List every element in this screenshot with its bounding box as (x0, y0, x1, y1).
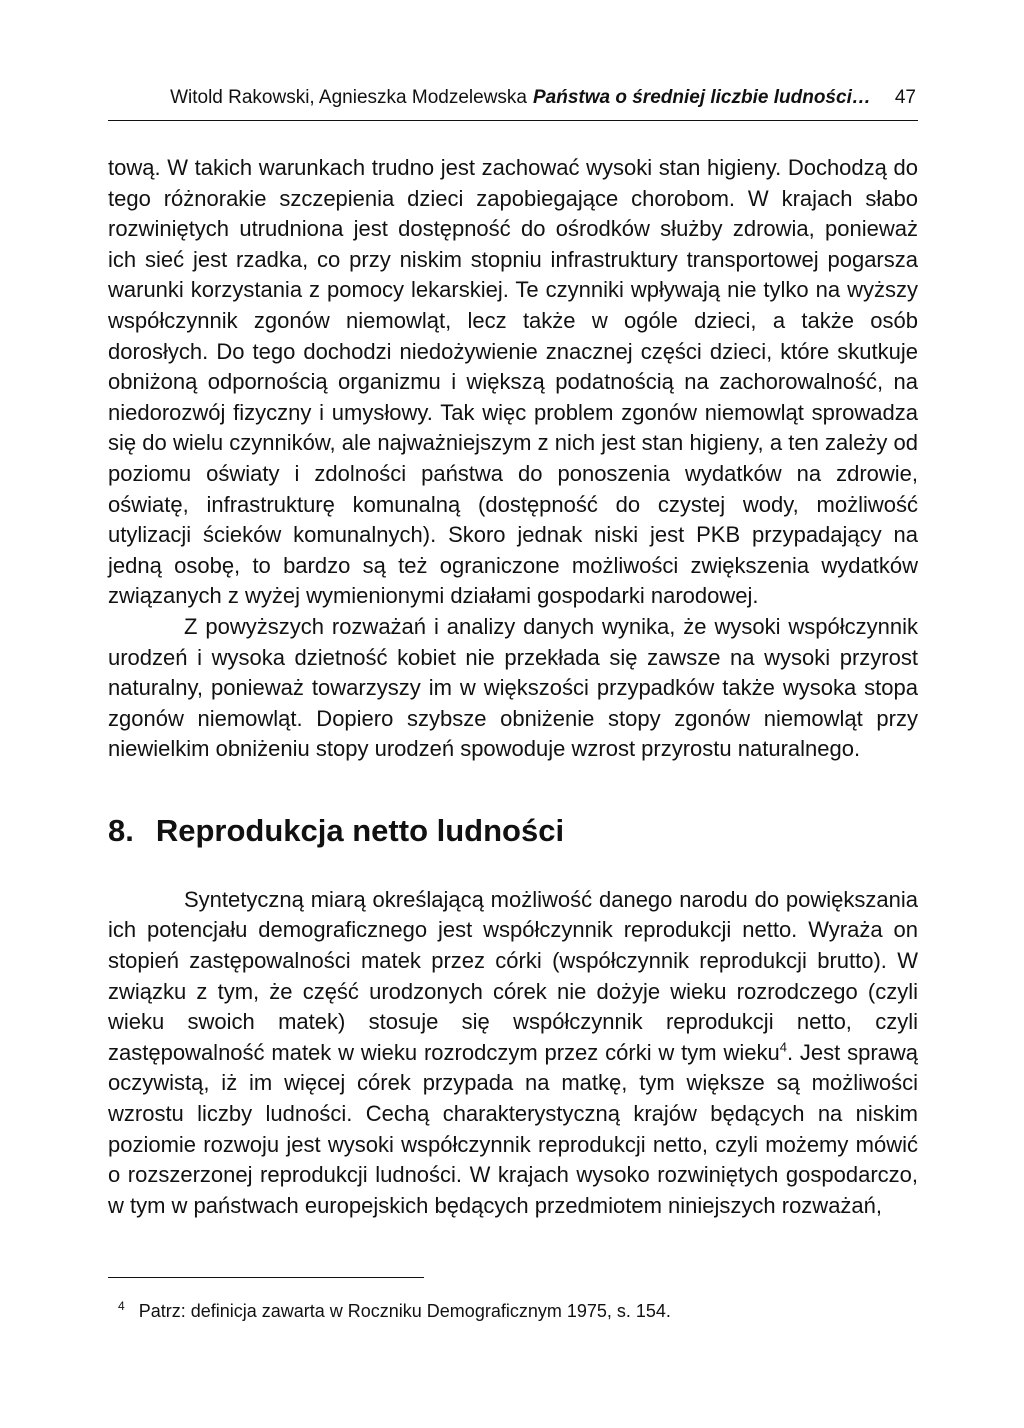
footnote (118, 1293, 671, 1324)
paragraph-3-text-b: . Jest sprawą oczywistą, iż im więcej córek przypada na matkę, tym większe są możliwości wzrostu liczby ludności. Cechą charakterystyczną krajów będących na niskim poziomie rozwoju jest wysoki współczynnik reprodukcji netto, czyli możemy mówić o rozszerzonej reprodukcji ludności. W krajach wysoko rozwiniętych gospodarczo, w tym w państwach europejskich będących przedmiotem niniejszych rozważań, (108, 1039, 919, 1218)
section-number: 8. (108, 812, 134, 848)
header-authors: Witold Rakowski, Agnieszka Modzelewska (170, 87, 527, 108)
page-body (108, 84, 918, 1221)
footnote-text: Patrz: definicja zawarta w Roczniku Demograficznym 1975, s. 154. (138, 1301, 671, 1321)
running-header (108, 84, 918, 121)
footnote-reference: 4 (779, 1039, 787, 1055)
header-title: Państwa o średniej liczbie ludności… (532, 87, 871, 108)
footnote-divider (108, 1277, 424, 1278)
paragraph-1: tową. W takich warunkach trudno jest zachować wysoki stan higieny. Dochodzą do tego różnorakie szczepienia dzieci zapobiegające chorobom. W krajach słabo rozwiniętych utrudniona jest dostępność do ośrodków służby zdrowia, ponieważ ich sieć jest rzadka, co przy niskim stopniu infrastruktury transportowej pogarsza warunki korzystania z pomocy lekarskiej. Te czynniki wpływają nie tylko na wyższy współczynnik zgonów niemowląt, lecz także w ogóle dzieci, a także osób dorosłych. Do tego dochodzi niedożywienie znacznej części dzieci, które skutkuje obniżoną odpornością organizmu i większą podatnością na zachorowalność, na niedorozwój fizyczny i umysłowy. Tak więc problem zgonów niemowląt sprowadza się do wielu czynników, ale najważniejszym z nich jest stan higieny, a ten zależy od poziomu oświaty i zdolności państwa do ponoszenia wydatków na zdrowie, oświatę, infrastrukturę komunalną (dostępność do czystej wody, możliwość utylizacji ścieków komunalnych). Skoro jednak niski jest PKB przypadający na jedną osobę, to bardzo są też ograniczone możliwości zwiększenia wydatków związanych z wyżej wymienionymi działami gospodarki narodowej. (108, 155, 918, 609)
paragraph-3 (108, 885, 918, 1222)
paragraph-3-text-a: Syntetyczną miarą określającą możliwość danego narodu do powiększania ich potencjału demograficznego jest współczynnik reprodukcji netto. Wyraża on stopień zastępowalności matek przez córki (współczynnik reprodukcji brutto). W związku z tym, że część urodzonych córek nie dożyje wieku rozrodczego (czyli wieku swoich matek) stosuje się współczynnik reprodukcji netto, czyli zastępowalność matek w wieku rozrodczym przez córki w tym wieku (108, 886, 918, 1065)
paragraph-2: Z powyższych rozważań i analizy danych wynika, że wysoki współczynnik urodzeń i wysoka dzietność kobiet nie przekłada się zawsze na wysoki przyrost naturalny, ponieważ towarzyszy im w większości przypadków także wysoka stopa zgonów niemowląt. Dopiero szybsze obniżenie stopy zgonów niemowląt przy niewielkim obniżeniu stopy urodzeń spowoduje wzrost przyrostu naturalnego. (108, 613, 918, 762)
section-heading (108, 811, 918, 851)
page-number: 47 (894, 87, 916, 108)
section-title: Reprodukcja netto ludności (155, 812, 565, 848)
footnote-mark: 4 (118, 1299, 125, 1313)
